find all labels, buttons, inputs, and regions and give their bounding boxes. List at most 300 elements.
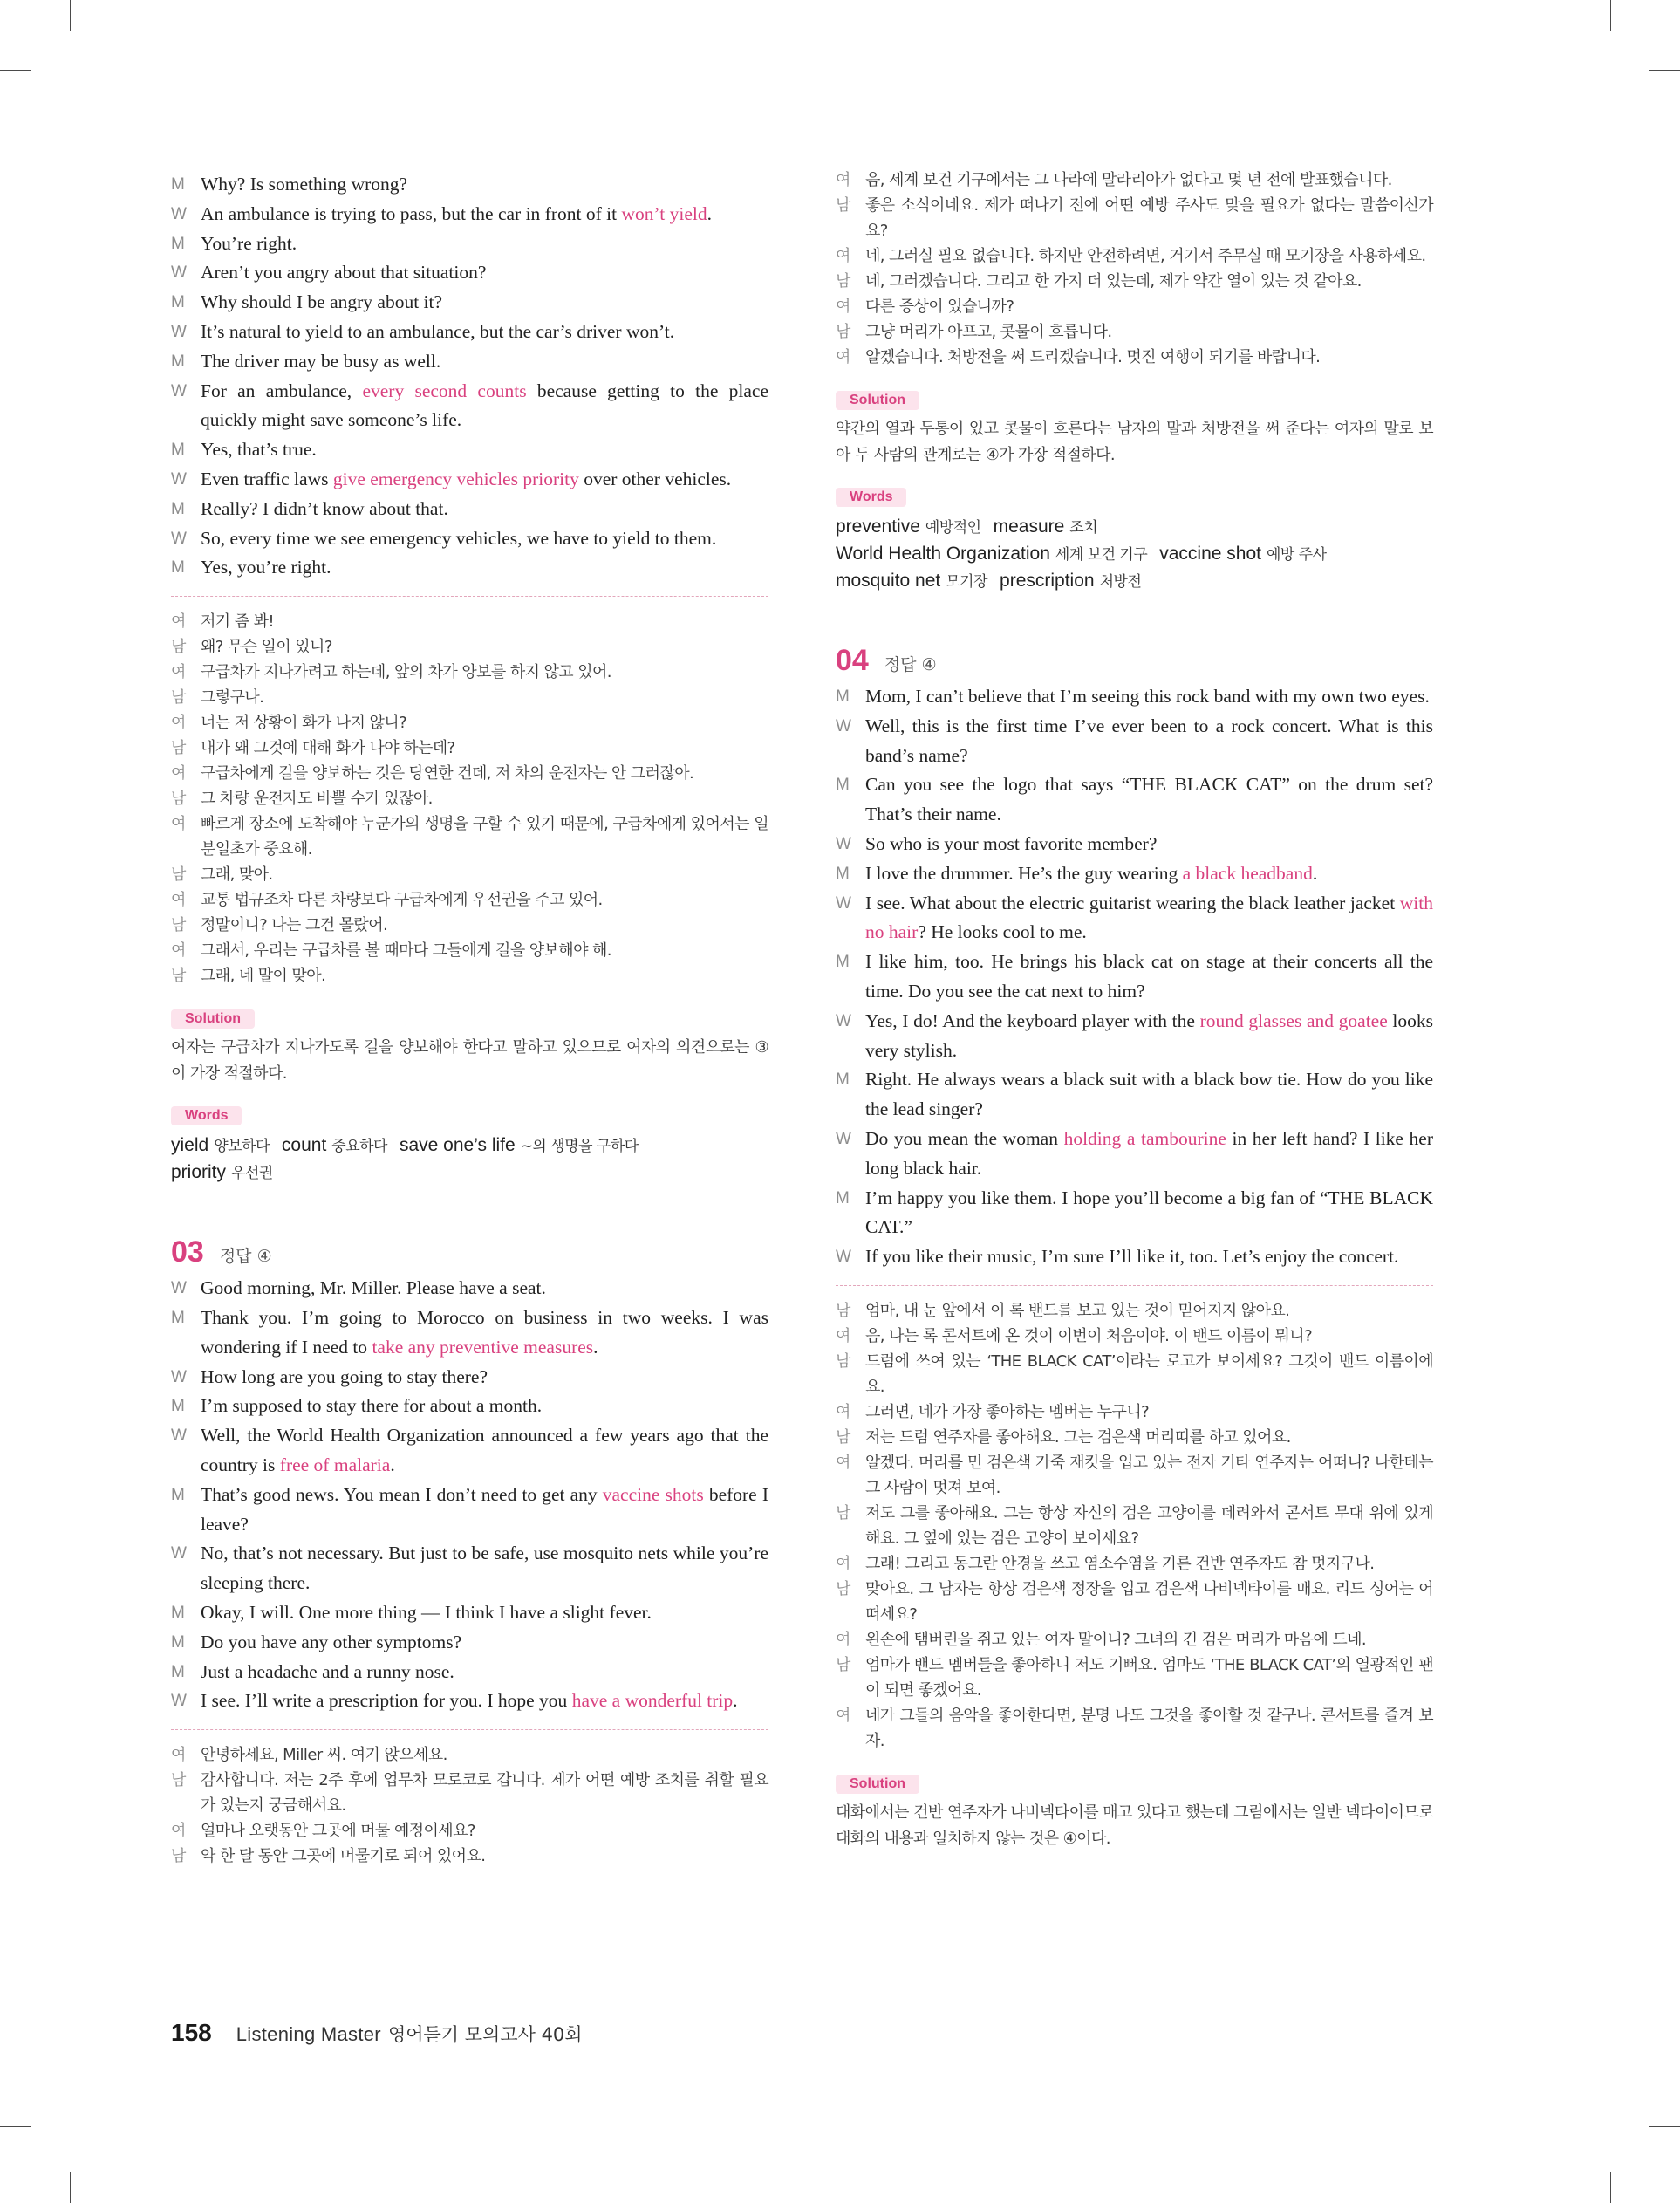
key-phrase: vaccine shots: [602, 1483, 704, 1505]
word-meaning: ~의 생명을 구하다: [520, 1138, 639, 1156]
utterance-text: [201, 1363, 768, 1392]
dialogue-line: [171, 170, 768, 200]
speaker-label: 남: [836, 323, 850, 341]
utterance-text: [201, 377, 768, 436]
speaker-label: M: [171, 499, 185, 518]
speaker-label: W: [836, 834, 851, 853]
speaker-label: 남: [836, 1427, 850, 1447]
dialogue-line: [836, 1007, 1433, 1066]
utterance-text: [865, 1184, 1433, 1243]
speaker-label: 여: [171, 1746, 186, 1765]
utterance-text: [201, 1539, 768, 1598]
speaker-label: 남: [171, 638, 186, 657]
speaker-label: 여: [836, 1554, 850, 1573]
crop-mark: [0, 70, 31, 71]
utterance-segment: Just a headache and a runny nose.: [201, 1660, 454, 1682]
translation-line: [171, 685, 768, 710]
item-03-heading: [171, 1235, 768, 1267]
key-phrase: every second counts: [362, 380, 527, 401]
utterance-text: [865, 889, 1433, 948]
left-column: [171, 170, 768, 1869]
speaker-label: W: [171, 322, 187, 341]
utterance-segment: So who is your most favorite member?: [865, 832, 1158, 854]
speaker-label: 남: [171, 739, 186, 758]
solution-badge: Solution: [836, 1775, 919, 1794]
words-badge: Words: [836, 488, 906, 507]
dialogue-line: [836, 1242, 1433, 1272]
utterance-text: [201, 1658, 768, 1687]
utterance-text: [865, 770, 1433, 830]
translation-line: [836, 1349, 1433, 1399]
words-row: [171, 1160, 768, 1187]
utterance-segment: Mom, I can’t believe that I’m seeing this rock band with my own two eyes.: [865, 686, 1430, 707]
utterance-text: 교통 법규조차 다른 차량보다 구급차에게 우선권을 주고 있어.: [201, 891, 603, 910]
speaker-label: M: [171, 558, 185, 578]
word-meaning: 모기장: [946, 573, 988, 591]
speaker-label: M: [836, 1188, 850, 1208]
speaker-label: W: [171, 1544, 187, 1563]
utterance-segment: How long are you going to stay there?: [201, 1365, 488, 1387]
utterance-segment: That’s good news. You mean I don’t need to get any: [201, 1483, 603, 1505]
dialogue-line: [171, 1686, 768, 1716]
translation-line: [836, 1652, 1433, 1703]
speaker-label: 남: [171, 916, 186, 935]
speaker-label: W: [171, 263, 187, 283]
word-entry: [836, 571, 988, 591]
utterance-text: 좋은 소식이네요. 제가 떠나기 전에 어떤 예방 주사도 맞을 필요가 없다는 말씀이신가요?: [865, 196, 1433, 240]
translation-line: [171, 786, 768, 811]
item-04-script: [836, 682, 1433, 1272]
speaker-label: 여: [171, 714, 186, 733]
speaker-label: W: [836, 1011, 851, 1030]
speaker-label: M: [171, 1397, 185, 1416]
translation-line: [171, 1768, 768, 1818]
dialogue-line: [171, 465, 768, 495]
translation-line: [836, 1450, 1433, 1501]
utterance-segment: .: [390, 1454, 395, 1475]
speaker-label: W: [836, 893, 851, 913]
translation-line: [836, 1577, 1433, 1627]
dashed-divider: [836, 1285, 1433, 1286]
utterance-segment: Good morning, Mr. Miller. Please have a seat.: [201, 1277, 546, 1299]
utterance-text: 그렇구나.: [201, 688, 264, 708]
item-03-translation-part-1: [171, 1742, 768, 1869]
speaker-label: 남: [836, 1655, 850, 1674]
utterance-text: [201, 1421, 768, 1481]
dialogue-line: [171, 435, 768, 465]
utterance-text: 그래, 네 말이 맞아.: [201, 967, 326, 986]
item-number: 04: [836, 644, 869, 677]
translation-line: [171, 938, 768, 963]
utterance-text: 엄마, 내 눈 앞에서 이 록 밴드를 보고 있는 것이 믿어지지 않아요.: [865, 1301, 1290, 1320]
dialogue-line: [171, 553, 768, 583]
utterance-segment: ? He looks cool to me.: [918, 921, 1087, 943]
utterance-segment: Okay, I will. One more thing — I think I have a slight fever.: [201, 1601, 652, 1623]
words-row: [836, 568, 1433, 595]
utterance-text: [865, 1007, 1433, 1066]
utterance-segment: So, every time we see emergency vehicles, we have to yield to them.: [201, 527, 717, 549]
key-phrase: free of malaria: [279, 1454, 391, 1475]
solution-badge: Solution: [171, 1009, 255, 1029]
words-row: [171, 1132, 768, 1160]
speaker-label: 여: [171, 891, 186, 910]
word-meaning: 중요하다: [331, 1138, 387, 1156]
dashed-divider: [171, 1729, 768, 1730]
translation-line: [171, 660, 768, 685]
speaker-label: 여: [836, 298, 850, 316]
dialogue-line: [171, 495, 768, 524]
utterance-segment: Right. He always wears a black suit with a black bow tie. How do you like the lead singer?: [865, 1069, 1433, 1120]
utterance-segment: Why? Is something wrong?: [201, 174, 408, 195]
utterance-text: 네가 그들의 음악을 좋아한다면, 분명 나도 그것을 좋아할 것 같구나. 콘서트를 즐겨 보자.: [865, 1706, 1433, 1750]
word-entry: [399, 1135, 639, 1156]
utterance-text: [201, 347, 768, 377]
dialogue-line: [171, 200, 768, 229]
utterance-segment: Do you mean the woman: [865, 1127, 1064, 1149]
item-02-translation: [171, 609, 768, 989]
crop-mark: [1649, 2126, 1680, 2127]
utterance-text: 그러면, 네가 가장 좋아하는 멤버는 누구니?: [865, 1402, 1150, 1421]
speaker-label: M: [171, 1662, 185, 1681]
word-entry: [836, 544, 1148, 564]
utterance-segment: .: [733, 1690, 738, 1712]
translation-line: [836, 1501, 1433, 1551]
translation-line: [836, 243, 1433, 269]
translation-line: [836, 1324, 1433, 1349]
word-entry: [171, 1135, 270, 1156]
utterance-segment: I see. I’ll write a prescription for you. I hope you: [201, 1690, 572, 1712]
crop-mark: [1649, 70, 1680, 71]
utterance-segment: Thank you. I’m going to Morocco on business in two weeks. I was wondering if I need to: [201, 1306, 768, 1358]
solution-text: 대화에서는 건반 연주자가 나비넥타이를 매고 있다고 했는데 그림에서는 일반 넥타이이므로 대화의 내용과 일치하지 않는 것은 ④이다.: [836, 1803, 1433, 1848]
word-term: measure: [993, 517, 1065, 537]
utterance-text: 저는 드럼 연주자를 좋아해요. 그는 검은색 머리띠를 하고 있어요.: [865, 1427, 1291, 1447]
speaker-label: 남: [836, 1301, 850, 1320]
dialogue-line: [171, 377, 768, 436]
utterance-text: 감사합니다. 저는 2주 후에 업무차 모로코로 갑니다. 제가 어떤 예방 조치를 취할 필요가 있는지 궁금해서요.: [201, 1771, 768, 1816]
utterance-segment: looks very stylish.: [865, 1009, 1434, 1061]
word-meaning: 양보하다: [214, 1138, 270, 1156]
utterance-segment: I love the drummer. He’s the guy wearing: [865, 862, 1183, 884]
key-phrase: a black headband: [1182, 862, 1313, 884]
word-term: yield: [171, 1135, 209, 1156]
dialogue-line: [171, 1658, 768, 1687]
utterance-segment: Yes, I do! And the keyboard player with the: [865, 1009, 1200, 1031]
page-number: 158: [171, 2019, 212, 2046]
utterance-text: [201, 200, 768, 229]
item-02-solution: [171, 1009, 768, 1087]
speaker-label: M: [836, 864, 850, 883]
utterance-text: [865, 948, 1433, 1007]
speaker-label: 남: [836, 272, 850, 291]
speaker-label: M: [171, 1603, 185, 1622]
word-term: count: [281, 1135, 327, 1156]
speaker-label: M: [836, 688, 850, 706]
crop-mark: [0, 2126, 31, 2127]
speaker-label: M: [171, 234, 185, 253]
word-entry: [836, 517, 981, 537]
utterance-segment: For an ambulance,: [201, 380, 363, 401]
utterance-text: [201, 524, 768, 554]
item-04-translation: [836, 1298, 1433, 1754]
speaker-label: 여: [836, 1326, 850, 1345]
utterance-text: 네, 그러실 필요 없습니다. 하지만 안전하려면, 거기서 주무실 때 모기장을 사용하세요.: [865, 247, 1426, 265]
dialogue-line: [836, 889, 1433, 948]
utterance-segment: No, that’s not necessary. But just to be safe, use mosquito nets while you’re sleeping there.: [201, 1543, 768, 1594]
utterance-segment: Really? I didn’t know about that.: [201, 497, 448, 519]
words-row: [836, 514, 1433, 541]
word-meaning: 조치: [1069, 519, 1098, 537]
words-list: [171, 1132, 768, 1187]
speaker-label: M: [171, 352, 185, 371]
speaker-label: M: [836, 953, 850, 972]
utterance-text: [201, 1392, 768, 1421]
item-03-solution: [836, 391, 1433, 469]
translation-line: [171, 609, 768, 634]
utterance-segment: It’s natural to yield to an ambulance, but the car’s driver won’t.: [201, 320, 675, 342]
utterance-text: [201, 288, 768, 318]
utterance-text: 알겠다. 머리를 민 검은색 가죽 재킷을 입고 있는 전자 기타 연주자는 어떠니? 나한테는 그 사람이 멋져 보여.: [865, 1453, 1433, 1497]
speaker-label: W: [171, 469, 187, 489]
answer-key: 정답 ④: [884, 655, 937, 674]
item-03-translation-part-2: [836, 168, 1433, 370]
utterance-text: 그래, 맞아.: [201, 865, 273, 885]
translation-line: [171, 1844, 768, 1869]
utterance-text: [865, 712, 1433, 771]
utterance-text: [201, 258, 768, 288]
speaker-label: M: [836, 776, 850, 795]
item-03-words: [836, 488, 1433, 595]
utterance-text: [201, 170, 768, 200]
book-subtitle: 영어듣기 모의고사 40회: [387, 2024, 583, 2045]
utterance-text: [201, 1598, 768, 1628]
utterance-text: 빠르게 장소에 도착해야 누군가의 생명을 구할 수 있기 때문에, 구급차에게 있어서는 일분일초가 중요해.: [201, 815, 768, 859]
crop-mark: [1610, 0, 1611, 31]
translation-line: [836, 1399, 1433, 1425]
dialogue-line: [836, 859, 1433, 889]
speaker-label: 남: [171, 865, 186, 885]
item-04-heading: [836, 644, 1433, 675]
speaker-label: 여: [171, 815, 186, 834]
translation-line: [836, 1703, 1433, 1754]
dialogue-line: [836, 712, 1433, 771]
item-number: 03: [171, 1235, 204, 1269]
utterance-text: 저도 그를 좋아해요. 그는 항상 자신의 검은 고양이를 데려와서 콘서트 무대 위에 있게 해요. 그 옆에 있는 검은 고양이 보이세요?: [865, 1503, 1433, 1548]
utterance-segment: Yes, you’re right.: [201, 557, 331, 578]
speaker-label: W: [171, 204, 187, 223]
word-meaning: 우선권: [231, 1165, 273, 1183]
speaker-label: M: [171, 293, 185, 312]
utterance-segment: Why should I be angry about it?: [201, 291, 443, 313]
key-phrase: with no hair: [865, 892, 1433, 943]
utterance-text: 음, 세계 보건 기구에서는 그 나라에 말라리아가 없다고 몇 년 전에 발표했습니다.: [865, 171, 1392, 189]
utterance-text: [201, 1481, 768, 1540]
translation-line: [171, 634, 768, 660]
speaker-label: 남: [836, 1503, 850, 1522]
speaker-label: 남: [171, 967, 186, 986]
utterance-text: 저기 좀 봐!: [201, 612, 275, 632]
solution-badge: Solution: [836, 391, 919, 410]
words-badge: Words: [171, 1106, 242, 1125]
word-term: prescription: [1000, 571, 1095, 591]
translation-line: [171, 963, 768, 989]
translation-line: [836, 1627, 1433, 1652]
utterance-segment: .: [707, 202, 712, 224]
translation-line: [836, 168, 1433, 193]
solution-text: 여자는 구급차가 지나가도록 길을 양보해야 한다고 말하고 있으므로 여자의 의견으로는 ③이 가장 적절하다.: [171, 1038, 768, 1084]
right-column: [836, 168, 1433, 1852]
utterance-text: 얼마나 오랫동안 그곳에 머물 예정이세요?: [201, 1822, 475, 1841]
word-term: priority: [171, 1162, 227, 1183]
dialogue-line: [836, 1065, 1433, 1125]
translation-line: [836, 1551, 1433, 1577]
speaker-label: 여: [171, 663, 186, 682]
word-meaning: 처방전: [1099, 573, 1142, 591]
translation-line: [836, 1425, 1433, 1450]
utterance-segment: I like him, too. He brings his black cat on stage at their concerts all the time. Do you see the cat next to him?: [865, 951, 1433, 1002]
utterance-text: [201, 318, 768, 347]
utterance-text: 음, 나는 록 콘서트에 온 것이 이번이 처음이야. 이 밴드 이름이 뭐니?: [865, 1326, 1313, 1345]
key-phrase: give emergency vehicles priority: [332, 468, 579, 489]
utterance-segment: .: [593, 1336, 598, 1358]
translation-line: [171, 887, 768, 913]
dialogue-line: [836, 830, 1433, 859]
speaker-label: W: [836, 1129, 851, 1148]
dialogue-line: [171, 1303, 768, 1363]
dialogue-line: [171, 1598, 768, 1628]
utterance-text: [865, 830, 1433, 859]
translation-line: [171, 862, 768, 887]
speaker-label: 여: [171, 612, 186, 632]
words-list: [836, 514, 1433, 595]
word-term: save one’s life: [399, 1135, 516, 1156]
speaker-label: M: [171, 175, 185, 194]
utterance-segment: An ambulance is trying to pass, but the car in front of it: [201, 202, 622, 224]
utterance-text: 구급차에게 길을 양보하는 것은 당연한 건데, 저 차의 운전자는 안 그러잖아.: [201, 764, 694, 783]
crop-mark: [70, 2172, 71, 2203]
utterance-text: 구급차가 지나가려고 하는데, 앞의 차가 양보를 하지 않고 있어.: [201, 663, 611, 682]
key-phrase: have a wonderful trip: [571, 1690, 734, 1712]
speaker-label: 남: [836, 1351, 850, 1371]
utterance-segment: Aren’t you angry about that situation?: [201, 262, 487, 284]
utterance-segment: I’m supposed to stay there for about a month.: [201, 1395, 543, 1417]
dialogue-line: [171, 524, 768, 554]
dashed-divider: [171, 596, 768, 597]
utterance-text: 그래서, 우리는 구급차를 볼 때마다 그들에게 길을 양보해야 해.: [201, 941, 611, 961]
speaker-label: 여: [171, 1822, 186, 1841]
page-footer: [171, 2019, 583, 2047]
utterance-segment: You’re right.: [201, 232, 297, 254]
word-term: preventive: [836, 517, 920, 537]
utterance-segment: in her left hand? I like her long black hair.: [865, 1127, 1434, 1179]
item-02-words: [171, 1106, 768, 1187]
speaker-label: M: [836, 1071, 850, 1090]
dialogue-line: [171, 318, 768, 347]
dialogue-line: [171, 1421, 768, 1481]
utterance-text: 맞아요. 그 남자는 항상 검은색 정장을 입고 검은색 나비넥타이를 매요. 리드 싱어는 어떠세요?: [865, 1579, 1433, 1624]
translation-line: [836, 319, 1433, 345]
utterance-segment: before I leave?: [201, 1483, 768, 1535]
utterance-text: [865, 859, 1433, 889]
speaker-label: 여: [836, 171, 850, 189]
dialogue-line: [171, 1274, 768, 1303]
word-entry: [1000, 571, 1142, 591]
dialogue-line: [836, 770, 1433, 830]
speaker-label: 여: [836, 1453, 850, 1472]
item-03-script: [171, 1274, 768, 1716]
utterance-segment: Well, this is the first time I’ve ever been to a rock concert. What is this band’s name?: [865, 715, 1433, 766]
speaker-label: 여: [836, 1402, 850, 1421]
speaker-label: W: [171, 381, 187, 400]
speaker-label: 남: [171, 1771, 186, 1790]
answer-key: 정답 ④: [219, 1247, 272, 1267]
translation-line: [836, 294, 1433, 319]
word-entry: [171, 1162, 273, 1183]
utterance-text: 약 한 달 동안 그곳에 머물기로 되어 있어요.: [201, 1847, 486, 1866]
translation-line: [171, 710, 768, 735]
dialogue-line: [836, 948, 1433, 1007]
utterance-text: 너는 저 상황이 화가 나지 않니?: [201, 714, 407, 733]
utterance-text: [201, 1303, 768, 1363]
utterance-segment: Even traffic laws: [201, 468, 333, 489]
translation-line: [171, 913, 768, 938]
speaker-label: 남: [836, 196, 850, 215]
translation-line: [171, 1742, 768, 1768]
utterance-text: [201, 495, 768, 524]
key-phrase: round glasses and goatee: [1199, 1009, 1388, 1031]
word-meaning: 예방 주사: [1266, 546, 1327, 564]
utterance-segment: Well, the World Health Organization announced a few years ago that the country is: [201, 1425, 768, 1475]
utterance-text: [201, 1686, 768, 1716]
utterance-text: 왼손에 탬버린을 쥐고 있는 여자 말이니? 그녀의 긴 검은 머리가 마음에 드네.: [865, 1630, 1367, 1649]
translation-line: [836, 1298, 1433, 1324]
book-series-title: Listening Master: [236, 2023, 381, 2045]
utterance-segment: over other vehicles.: [578, 468, 732, 489]
utterance-text: 드럼에 쓰여 있는 ‘THE BLACK CAT’이라는 로고가 보이세요? 그것이 밴드 이름이에요.: [865, 1351, 1433, 1396]
speaker-label: W: [171, 1279, 187, 1298]
speaker-label: 여: [836, 1706, 850, 1725]
translation-line: [171, 735, 768, 761]
utterance-text: [865, 1242, 1433, 1272]
dialogue-line: [171, 288, 768, 318]
utterance-text: 안녕하세요, Miller 씨. 여기 앉으세요.: [201, 1746, 447, 1765]
translation-line: [171, 811, 768, 862]
utterance-segment: The driver may be busy as well.: [201, 350, 441, 372]
speaker-label: 여: [836, 348, 850, 366]
speaker-label: 여: [171, 941, 186, 961]
translation-line: [836, 193, 1433, 243]
utterance-text: 내가 왜 그것에 대해 화가 나야 하는데?: [201, 739, 455, 758]
translation-line: [836, 269, 1433, 294]
speaker-label: 여: [171, 764, 186, 783]
speaker-label: 남: [171, 1847, 186, 1866]
key-phrase: won’t yield: [621, 202, 707, 224]
speaker-label: 남: [171, 790, 186, 809]
utterance-text: [201, 465, 768, 495]
utterance-segment: Can you see the logo that says “THE BLACK CAT” on the drum set? That’s their name.: [865, 774, 1433, 825]
dialogue-line: [171, 1628, 768, 1658]
speaker-label: 여: [836, 247, 850, 265]
utterance-text: [201, 1628, 768, 1658]
speaker-label: W: [836, 716, 851, 735]
speaker-label: W: [171, 1367, 187, 1386]
speaker-label: 남: [171, 688, 186, 708]
dialogue-line: [171, 1392, 768, 1421]
utterance-text: 그래! 그리고 동그란 안경을 쓰고 염소수염을 기른 건반 연주자도 참 멋지구나.: [865, 1554, 1375, 1573]
dialogue-line: [836, 1184, 1433, 1243]
crop-mark: [70, 0, 71, 31]
word-meaning: 예방적인: [925, 519, 981, 537]
